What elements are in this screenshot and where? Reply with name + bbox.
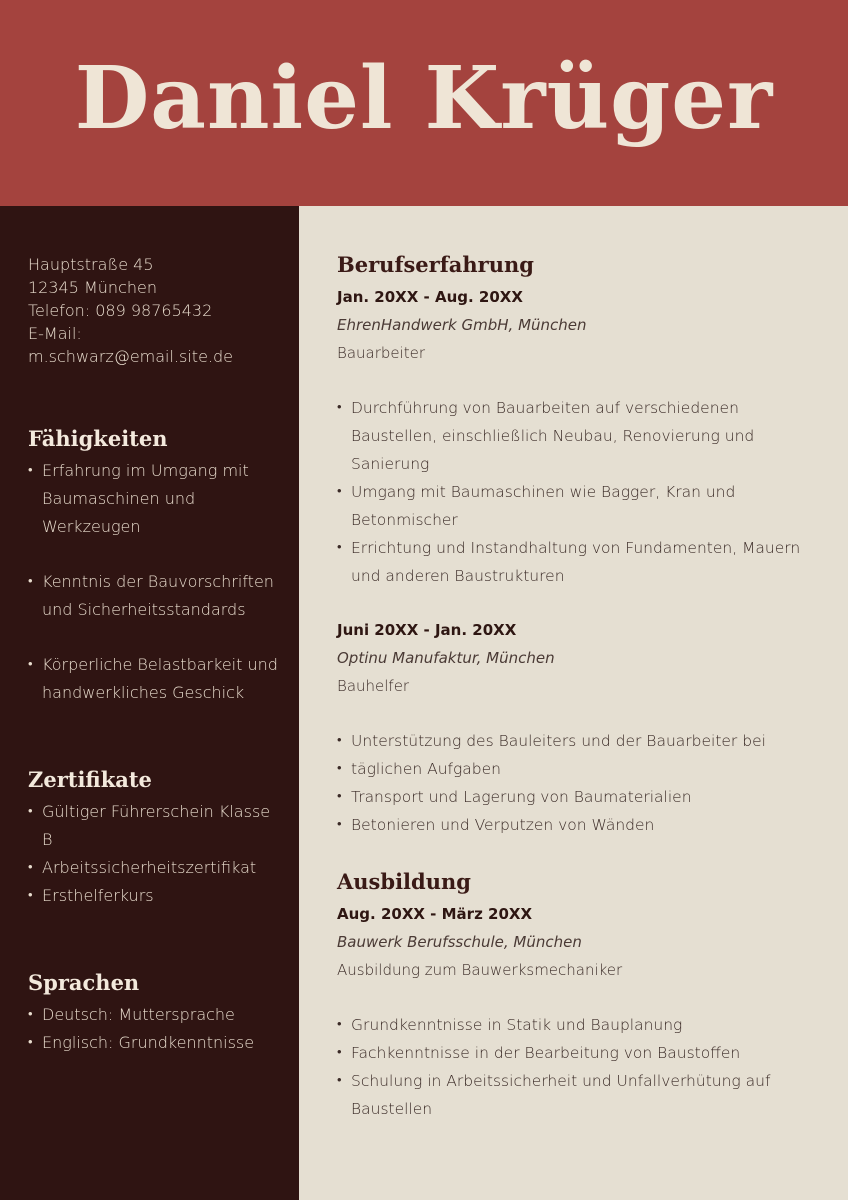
contact-street: Hauptstraße 45 [28,255,154,274]
skills-list [28,457,279,707]
education-school: Bauwerk Berufsschule, München [337,933,582,951]
list-item: • Unterstützung des Bauleiters und der Bauarbeiter bei [337,727,828,755]
list-item: • Grundkenntnisse in Statik und Bauplanung [337,1011,828,1039]
list-item: • Englisch: Grundkenntnisse [28,1029,279,1057]
job-entry [337,283,828,590]
job-date: Juni 20XX - Jan. 20XX [337,621,517,639]
list-item: • Betonieren und Verputzen von Wänden [337,811,828,839]
list-item: • Arbeitssicherheitszertifikat [28,854,279,882]
list-item: • Ersthelferkurs [28,882,279,910]
list-item: • Schulung in Arbeitssicherheit und Unfallverhütung auf Baustellen [337,1067,828,1123]
job-duties-list [337,394,828,590]
header-banner [0,0,848,206]
skills-heading: Fähigkeiten [28,426,168,451]
languages-list [28,1001,279,1057]
list-item: • Durchführung von Bauarbeiten auf verschiedenen Baustellen, einschließlich Neubau, Renovierung und Sanierung [337,394,828,478]
education-degree: Ausbildung zum Bauwerksmechaniker [337,961,623,979]
languages-section [28,970,279,1057]
sidebar [0,206,299,1200]
job-date: Jan. 20XX - Aug. 20XX [337,288,523,306]
list-item: • Gültiger Führerschein Klasse B [28,798,279,854]
job-duties-list [337,727,828,839]
contact-city: 12345 München [28,278,157,297]
list-item: • Umgang mit Baumaschinen wie Bagger, Kran und Betonmischer [337,478,828,534]
list-item: • Erfahrung im Umgang mit Baumaschinen und Werkzeugen [28,457,279,541]
languages-heading: Sprachen [28,970,140,995]
education-section [337,869,828,1123]
experience-section [337,252,828,839]
list-item: • Fachkenntnisse in der Bearbeitung von Baustoffen [337,1039,828,1067]
contact-block [28,253,279,368]
list-item: • Körperliche Belastbarkeit und handwerkliches Geschick [28,651,279,707]
list-item: • Deutsch: Muttersprache [28,1001,279,1029]
list-item: • Kenntnis der Bauvorschriften und Sicherheitsstandards [28,568,279,624]
certificates-list [28,798,279,910]
experience-heading: Berufserfahrung [337,252,534,277]
list-item: • täglichen Aufgaben [337,755,828,783]
job-role: Bauarbeiter [337,344,426,362]
certificates-heading: Zertifikate [28,767,152,792]
contact-email: E-Mail: m.schwarz@email.site.de [28,324,234,366]
education-topics-list [337,1011,828,1123]
job-company: EhrenHandwerk GmbH, München [337,316,587,334]
certificates-section [28,767,279,910]
candidate-name: Daniel Krüger [74,47,774,149]
job-company: Optinu Manufaktur, München [337,649,555,667]
main-content [299,206,848,1200]
education-entry [337,900,828,1123]
job-role: Bauhelfer [337,677,410,695]
list-item: • Transport und Lagerung von Baumaterialien [337,783,828,811]
education-heading: Ausbildung [337,869,471,894]
skills-section [28,426,279,707]
list-item: • Errichtung und Instandhaltung von Fundamenten, Mauern und anderen Baustrukturen [337,534,828,590]
education-date: Aug. 20XX - März 20XX [337,905,533,923]
job-entry [337,616,828,839]
contact-phone: Telefon: 089 98765432 [28,301,213,320]
